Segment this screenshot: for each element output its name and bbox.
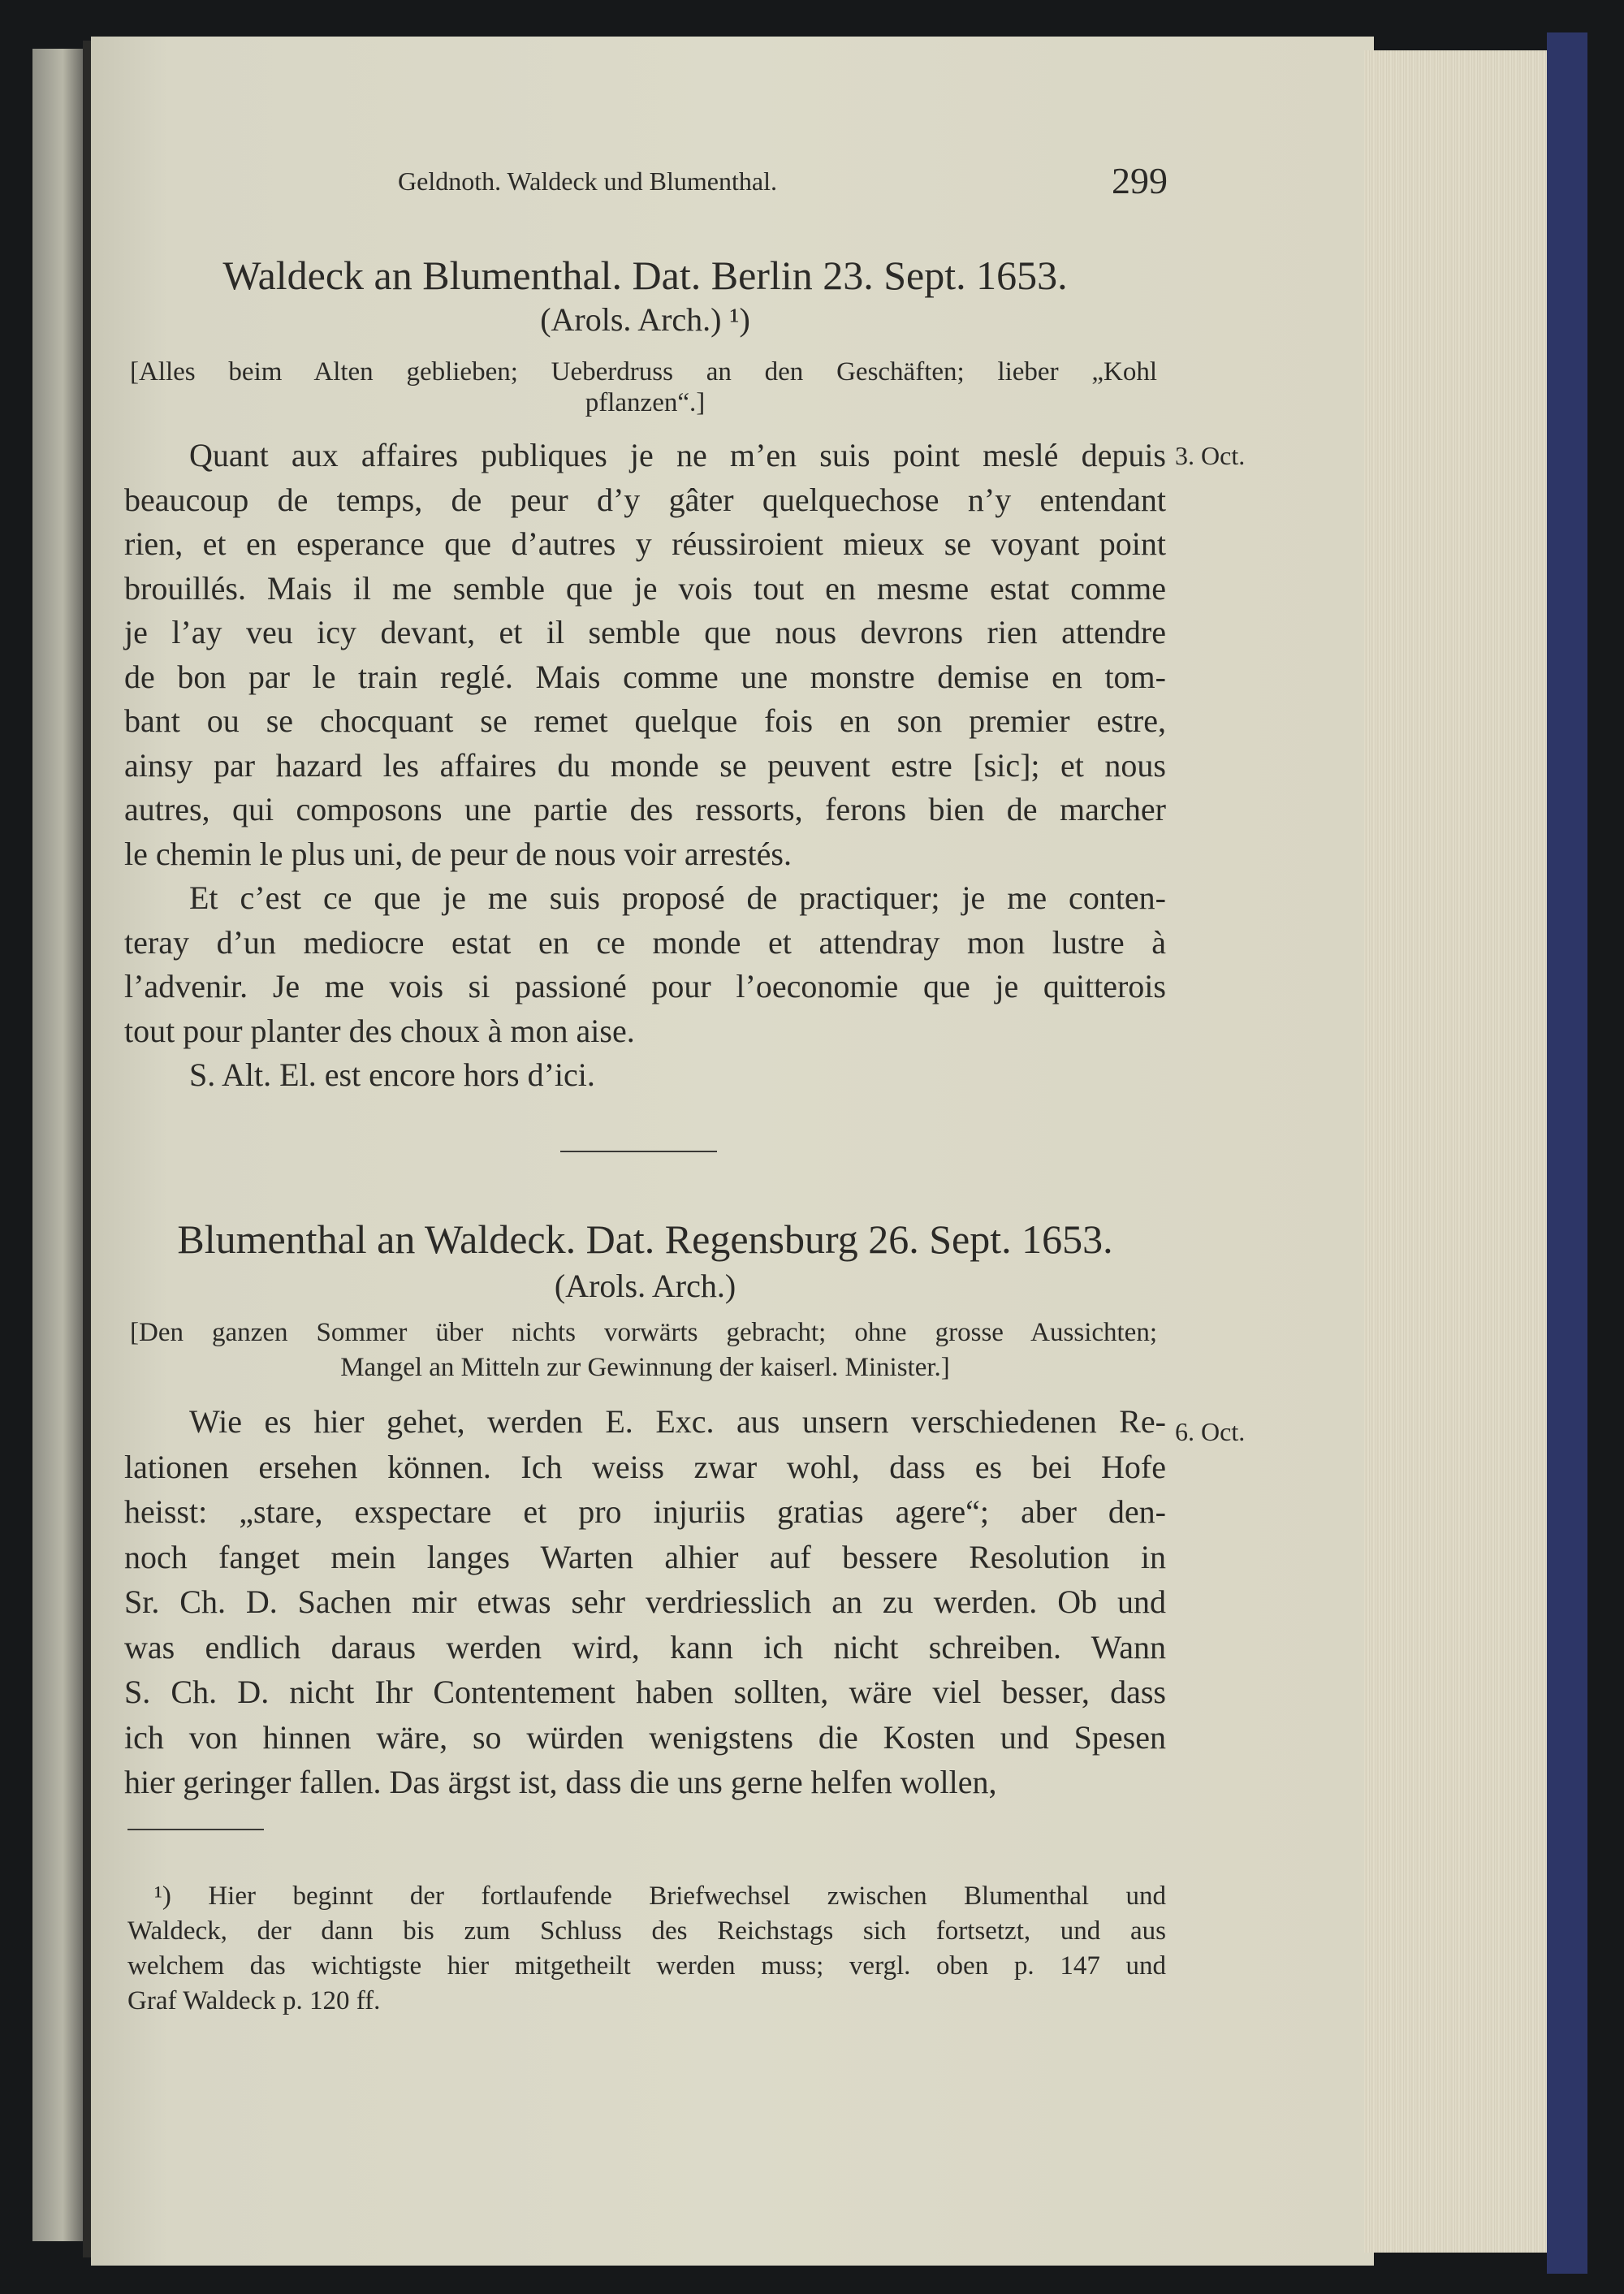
footnote-line: Waldeck, der dann bis zum Schluss des Reichstags sich fortsetzt, und aus — [127, 1916, 1166, 1946]
page-block-edges — [1364, 50, 1547, 2253]
footnote-line: Graf Waldeck p. 120 ff. — [127, 1986, 381, 2015]
body-line: noch fanget mein langes Warten alhier auf bessere Resolution in — [124, 1538, 1166, 1575]
body-line: le chemin le plus uni, de peur de nous voir arrestés. — [124, 835, 792, 872]
footnote-line: welchem das wichtigste hier mitgetheilt werden muss; vergl. oben p. 147 und — [127, 1951, 1166, 1981]
section-divider — [560, 1151, 717, 1152]
body-line: Wie es hier gehet, werden E. Exc. aus unsern verschiedenen Re- — [189, 1403, 1166, 1440]
letter1-title: Waldeck an Blumenthal. Dat. Berlin 23. Sept. 1653. — [222, 253, 1068, 298]
body-line: brouillés. Mais il me semble que je vois tout en mesme estat comme — [124, 569, 1166, 607]
letter1-margin-date: 3. Oct. — [1175, 441, 1246, 470]
letter2-margin-date: 6. Oct. — [1175, 1417, 1246, 1446]
body-line: Sr. Ch. D. Sachen mir etwas sehr verdriesslich an zu werden. Ob und — [124, 1583, 1166, 1620]
body-line: hier geringer fallen. Das ärgst ist, dass die uns gerne helfen wollen, — [124, 1764, 997, 1800]
body-line: was endlich daraus werden wird, kann ich nicht schreiben. Wann — [124, 1628, 1166, 1665]
body-line: bant ou se chocquant se remet quelque fois en son premier estre, — [124, 702, 1166, 739]
body-line: tout pour planter des choux à mon aise. — [124, 1012, 635, 1049]
book-cover — [1547, 32, 1587, 2274]
footnote-line: ¹) Hier beginnt der fortlaufende Briefwechsel zwischen Blumenthal und — [154, 1881, 1166, 1911]
body-line: S. Ch. D. nicht Ihr Contentement haben sollten, wäre viel besser, dass — [124, 1674, 1166, 1710]
letter2-summary-line: Mangel an Mitteln zur Gewinnung der kaiserl. Minister.] — [340, 1353, 950, 1382]
letter2-source: (Arols. Arch.) — [554, 1268, 736, 1304]
body-line: heisst: „stare, exspectare et pro injuriis gratias agere“; aber den- — [124, 1493, 1166, 1530]
body-line: S. Alt. El. est encore hors d’ici. — [189, 1056, 595, 1093]
facing-page-edge — [32, 49, 83, 2241]
body-line: de bon par le train reglé. Mais comme une monstre demise en tom- — [124, 658, 1166, 695]
body-line: l’advenir. Je me vois si passioné pour l’oeconomie que je quitterois — [124, 968, 1166, 1004]
footnote-rule — [127, 1829, 264, 1830]
letter1-summary-line: [Alles beim Alten geblieben; Ueberdruss an den Geschäften; lieber „Kohl — [130, 357, 1157, 387]
running-head: Geldnoth. Waldeck und Blumenthal. — [398, 166, 777, 196]
body-line: teray d’un mediocre estat en ce monde et attendray mon lustre à — [124, 923, 1166, 961]
page-number: 299 — [1112, 160, 1168, 201]
body-line: ich von hinnen wäre, so würden wenigstens die Kosten und Spesen — [124, 1718, 1166, 1756]
body-line: ainsy par hazard les affaires du monde se peuvent estre [sic]; et nous — [124, 746, 1166, 784]
letter1-summary-line: pflanzen“.] — [585, 388, 706, 417]
body-line: je l’ay veu icy devant, et il semble que nous devrons rien attendre — [124, 614, 1166, 650]
body-line: Et c’est ce que je me suis proposé de practiquer; je me conten- — [189, 879, 1166, 916]
body-line: autres, qui composons une partie des ressorts, ferons bien de marcher — [124, 791, 1166, 827]
body-line: lationen ersehen können. Ich weiss zwar wohl, dass es bei Hofe — [124, 1448, 1166, 1485]
body-line: Quant aux affaires publiques je ne m’en suis point meslé depuis — [189, 437, 1166, 473]
letter2-title: Blumenthal an Waldeck. Dat. Regensburg 26. Sept. 1653. — [177, 1216, 1113, 1262]
letter1-source: (Arols. Arch.) ¹) — [540, 301, 750, 338]
body-line: beaucoup de temps, de peur d’y gâter quelquechose n’y entendant — [124, 481, 1166, 518]
body-line: rien, et en esperance que d’autres y réussiroient mieux se voyant point — [124, 525, 1166, 562]
letter2-summary-line: [Den ganzen Sommer über nichts vorwärts gebracht; ohne grosse Aussichten; — [130, 1318, 1157, 1347]
